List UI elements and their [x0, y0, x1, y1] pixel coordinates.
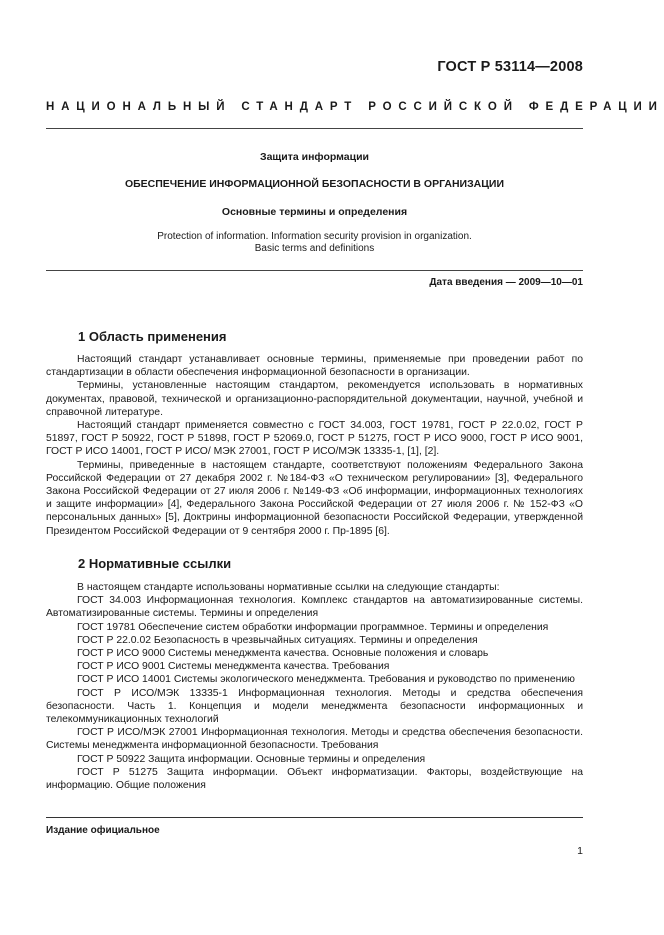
page-number: 1: [577, 845, 583, 857]
footer-divider: [46, 817, 583, 818]
english-title-line-2: Basic terms and definitions: [254, 243, 375, 254]
section-2-body: [46, 581, 583, 792]
section-2-heading: 2 Нормативные ссылки: [78, 556, 232, 571]
reference-item: ГОСТ Р ИСО/МЭК 13335-1 Информационная технология. Методы и средства обеспечения безопасности. Часть 1. Концепция и модели менеджмента безопасности информационных и телекоммуникационных технологий: [46, 687, 583, 726]
reference-item: ГОСТ Р 22.0.02 Безопасность в чрезвычайных ситуациях. Термины и определения: [77, 634, 478, 646]
english-title: [46, 231, 583, 255]
national-standard-banner: НАЦИОНАЛЬНЫЙ СТАНДАРТ РОССИЙСКОЙ ФЕДЕРАЦИИ: [46, 101, 664, 113]
reference-item: ГОСТ Р ИСО/МЭК 27001 Информационная технология. Методы и средства обеспечения безопасности. Системы менеджмента информационной безопасности. Требования: [46, 727, 583, 752]
standard-number: ГОСТ Р 53114—2008: [437, 59, 583, 75]
paragraph: Термины, установленные настоящим стандартом, рекомендуется использовать в нормативных документах, правовой, технической и организационно-распорядительной документации, научной, учебной и справочной литературе.: [46, 380, 583, 418]
official-edition-label: Издание официальное: [46, 825, 160, 836]
document-subtitle: Основные термины и определения: [221, 206, 408, 218]
document-title: ОБЕСПЕЧЕНИЕ ИНФОРМАЦИОННОЙ БЕЗОПАСНОСТИ В ОРГАНИЗАЦИИ: [124, 178, 505, 190]
reference-item: ГОСТ Р ИСО 9000 Системы менеджмента качества. Основные положения и словарь: [77, 648, 489, 660]
subject-heading: Защита информации: [260, 151, 369, 163]
introduction-date: Дата введения — 2009—10—01: [429, 277, 583, 288]
reference-item: ГОСТ Р ИСО 14001 Системы экологического менеджмента. Требования и руководство по применению: [77, 674, 575, 686]
paragraph: В настоящем стандарте использованы нормативные ссылки на следующие стандарты:: [77, 582, 500, 593]
reference-item: ГОСТ Р 50922 Защита информации. Основные термины и определения: [77, 753, 426, 765]
paragraph: Настоящий стандарт устанавливает основные термины, применяемые при проведении работ по стандартизации в области обеспечения информационной безопасности в организации.: [46, 354, 583, 379]
english-title-line-1: Protection of information. Information security provision in organization.: [157, 231, 472, 242]
section-1-body: [46, 353, 583, 538]
section-1-heading: 1 Область применения: [78, 329, 227, 344]
reference-item: ГОСТ Р 51275 Защита информации. Объект информатизации. Факторы, воздействующие на информацию. Общие положения: [46, 766, 583, 792]
reference-item: ГОСТ Р ИСО 9001 Системы менеджмента качества. Требования: [77, 661, 390, 673]
reference-item: ГОСТ 34.003 Информационная технология. Комплекс стандартов на автоматизированные системы. Автоматизированные системы. Термины и определения: [46, 595, 583, 620]
title-divider: [46, 270, 583, 271]
paragraph: Термины, приведенные в настоящем стандарте, соответствуют положениям Федерального Закона Российской Федерации от 27 декабря 2002 г. №184-ФЗ «О техническом регулировании» [3], Федерального Закона Российской Федерации от 27 июля 2006 г. №149-ФЗ «Об информации, информационных технологиях и защите информации» [4], Федерального Закона Российской Федерации от 27 июля 2006 г. № 152-ФЗ «О персональных данных» [5], Доктрины информационной безопасности Российской Федерации, утвержденной Президентом Российской Федерации от 9 сентября 2000 г. Пр-1895 [6].: [46, 459, 583, 537]
header-divider: [46, 128, 583, 129]
paragraph: Настоящий стандарт применяется совместно с ГОСТ 34.003, ГОСТ 19781, ГОСТ Р 22.0.02, ГОСТ Р 51897, ГОСТ Р 50922, ГОСТ Р 51898, ГОСТ Р 52069.0, ГОСТ Р 51275, ГОСТ Р ИСО 9000, ГОСТ Р ИСО 9001, ГОСТ Р ИСО 14001, ГОСТ Р ИСО/ МЭК 27001, ГОСТ Р ИСО/МЭК 13335-1, [1], [2].: [46, 420, 583, 458]
reference-item: ГОСТ 19781 Обеспечение систем обработки информации программное. Термины и определения: [77, 621, 549, 633]
